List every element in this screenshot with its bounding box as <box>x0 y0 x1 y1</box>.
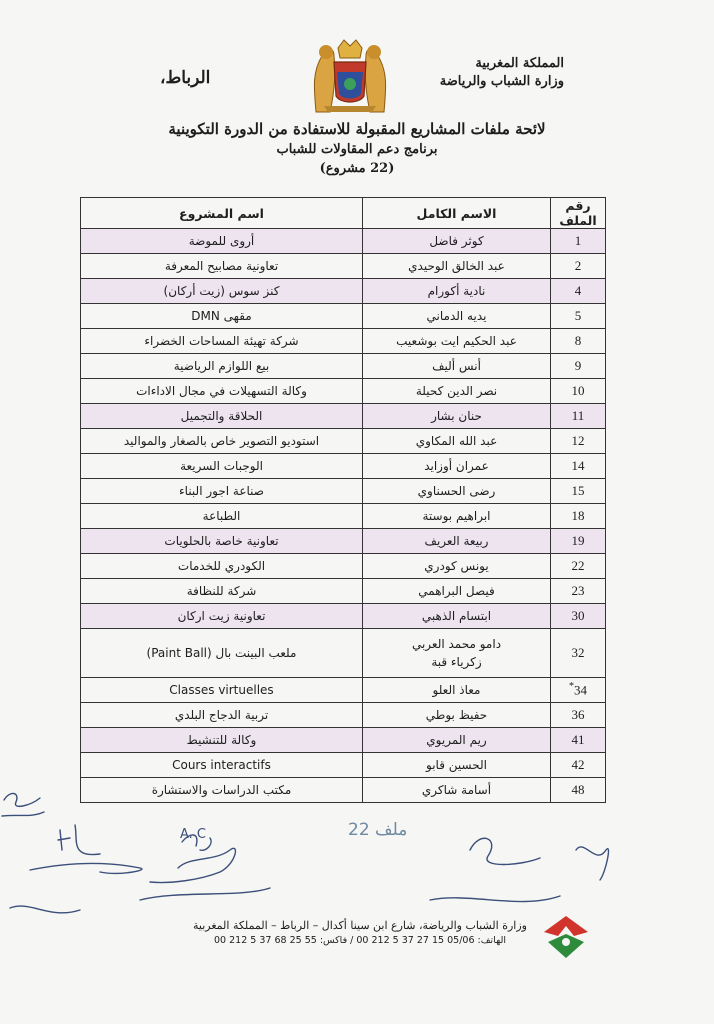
project-name-cell: تعاونية زيت اركان <box>81 604 363 629</box>
full-name-cell <box>363 554 551 579</box>
header-file-number: رقم الملف <box>551 198 606 229</box>
file-number-cell <box>551 629 606 678</box>
project-name-cell: شركة للنظافة <box>81 579 363 604</box>
file-number-cell <box>551 379 606 404</box>
file-number: 10 <box>571 383 585 398</box>
file-number: 19 <box>571 533 585 548</box>
project-name-cell: ملعب البينت بال (Paint Ball) <box>81 629 363 678</box>
signature-mark <box>2 812 44 816</box>
full-name: يونس كودري <box>424 559 489 573</box>
file-number: 4 <box>574 283 582 298</box>
full-name: عبد الله المكاوي <box>415 434 498 448</box>
table-row <box>81 279 606 304</box>
signature-mark <box>30 864 142 874</box>
file-number: 2 <box>574 258 582 273</box>
full-name-cell <box>363 229 551 254</box>
full-name-cell <box>363 504 551 529</box>
full-name: الحسين قابو <box>426 758 487 772</box>
table-row <box>81 229 606 254</box>
table-header-row <box>81 198 606 229</box>
file-number-cell <box>551 354 606 379</box>
project-name-cell: الوجبات السريعة <box>81 454 363 479</box>
title-line-2: برنامج دعم المقاولات للشباب <box>276 142 438 157</box>
project-name-cell: صناعة اجور البناء <box>81 479 363 504</box>
file-number: 8 <box>574 333 582 348</box>
full-name: عبد الحكيم ايت بوشعيب <box>396 334 517 348</box>
handwritten-annotation: ملف 22 <box>348 820 408 840</box>
file-number-cell <box>551 504 606 529</box>
full-name-cell <box>363 604 551 629</box>
file-number: 22 <box>571 558 585 573</box>
table-row <box>81 604 606 629</box>
ministry-name: وزارة الشباب والرياضة <box>439 74 564 89</box>
header-full-name: الاسم الكامل <box>363 198 551 229</box>
signature-mark <box>470 838 540 864</box>
file-number: 11 <box>571 408 585 423</box>
signature-mark <box>576 847 608 880</box>
project-name-cell: الحلاقة والتجميل <box>81 404 363 429</box>
project-name-cell: الطباعة <box>81 504 363 529</box>
full-name-cell <box>363 279 551 304</box>
city-label: الرباط، <box>160 68 211 88</box>
royal-emblem-icon <box>304 34 396 114</box>
table-row <box>81 304 606 329</box>
file-number: 1 <box>574 233 582 248</box>
project-name-cell: مقهى DMN <box>81 304 363 329</box>
full-name-cell <box>363 753 551 778</box>
project-name-cell: Classes virtuelles <box>81 678 363 703</box>
file-number: 32 <box>571 645 585 660</box>
full-name-cell <box>363 379 551 404</box>
project-name-cell: مكتب الدراسات والاستشارة <box>81 778 363 803</box>
full-name-cell <box>363 254 551 279</box>
full-name-cell <box>363 304 551 329</box>
file-number-cell <box>551 554 606 579</box>
file-number: 41 <box>571 732 585 747</box>
project-name-cell: تربية الدجاج البلدي <box>81 703 363 728</box>
file-number-cell <box>551 728 606 753</box>
full-name: ابراهيم بوستة <box>422 509 491 523</box>
full-name: كوثر فاضل <box>429 234 484 248</box>
signature-mark <box>10 906 80 913</box>
title-line-1: لائحة ملفات المشاريع المقبولة للاستفادة من الدورة التكوينية <box>168 120 546 138</box>
full-name-cell <box>363 529 551 554</box>
footer-contact <box>190 918 530 948</box>
file-number: 18 <box>571 508 585 523</box>
full-name: نصر الدين كحيلة <box>415 384 498 398</box>
table-row <box>81 579 606 604</box>
full-name: نادية أكورام <box>427 284 486 298</box>
table-row <box>81 728 606 753</box>
file-number: 9 <box>574 358 582 373</box>
file-number-cell <box>551 753 606 778</box>
kingdom-name: المملكة المغربية <box>475 56 564 71</box>
footer-address: وزارة الشباب والرياضة، شارع ابن سينا أكدال – الرباط – المملكة المغربية <box>193 919 527 932</box>
file-number-cell <box>551 529 606 554</box>
full-name-cell <box>363 354 551 379</box>
file-number: 23 <box>571 583 585 598</box>
full-name: حفيظ بوطي <box>425 708 488 722</box>
footer-phone: الهاتف: 05/06 15 27 37 5 212 00 / فاكس: 55 25 68 37 5 212 00 <box>213 935 507 946</box>
table-row <box>81 354 606 379</box>
project-name-cell: أروى للموضة <box>81 229 363 254</box>
project-name-cell: تعاونية مصابيح المعرفة <box>81 254 363 279</box>
project-name-cell: بيع اللوازم الرياضية <box>81 354 363 379</box>
file-number-cell <box>551 279 606 304</box>
signature-mark <box>140 888 270 900</box>
project-name-cell: استوديو التصوير خاص بالصغار والمواليد <box>81 429 363 454</box>
table-row <box>81 479 606 504</box>
file-number-cell <box>551 304 606 329</box>
project-name-cell: Cours interactifs <box>81 753 363 778</box>
asterisk-mark: * <box>569 681 574 693</box>
table-row <box>81 379 606 404</box>
document-titles <box>0 118 714 178</box>
full-name-cell <box>363 429 551 454</box>
table-row <box>81 529 606 554</box>
file-number-cell <box>551 329 606 354</box>
table-row <box>81 454 606 479</box>
table-row <box>81 504 606 529</box>
table-row <box>81 678 606 703</box>
table-body <box>81 229 606 803</box>
full-name-cell <box>363 579 551 604</box>
signature-mark <box>58 825 100 855</box>
project-name-cell: كنز سوس (زيت أركان) <box>81 279 363 304</box>
table-row <box>81 429 606 454</box>
full-name-cell <box>363 703 551 728</box>
table-row <box>81 753 606 778</box>
file-number: 5 <box>574 308 582 323</box>
file-number-cell <box>551 579 606 604</box>
signature-initials: A. C <box>180 827 207 842</box>
full-name: أسامة شاكري <box>421 783 492 797</box>
file-number-cell <box>551 479 606 504</box>
file-number-cell <box>551 229 606 254</box>
full-name-cell <box>363 404 551 429</box>
file-number-cell <box>551 454 606 479</box>
signature-mark <box>150 848 235 882</box>
ministry-logo-icon <box>540 912 592 962</box>
file-number: 42 <box>571 757 585 772</box>
table-row <box>81 254 606 279</box>
file-number: 30 <box>571 608 585 623</box>
full-name-cell <box>363 479 551 504</box>
table-row <box>81 404 606 429</box>
full-name: ابتسام الذهبي <box>421 609 492 623</box>
full-name: حنان بشار <box>431 409 482 423</box>
full-name: دامو محمد العربي <box>411 637 502 651</box>
full-name: يديه الدماني <box>426 309 487 323</box>
project-name-cell: تعاونية خاصة بالحلويات <box>81 529 363 554</box>
full-name-cell <box>363 629 551 678</box>
file-number: 36 <box>571 707 585 722</box>
file-number: 34 <box>574 682 587 698</box>
full-name-second: زكرياء قبة <box>431 655 482 669</box>
projects-table <box>80 197 606 803</box>
full-name-cell <box>363 329 551 354</box>
full-name: أنس أليف <box>432 359 481 373</box>
project-name-cell: الكودري للخدمات <box>81 554 363 579</box>
file-number-cell <box>551 703 606 728</box>
file-number: 15 <box>571 483 585 498</box>
full-name-cell <box>363 454 551 479</box>
table-row <box>81 329 606 354</box>
full-name-cell <box>363 678 551 703</box>
full-name: عمران أوزايد <box>424 459 489 473</box>
file-number-cell <box>551 604 606 629</box>
full-name: معاذ العلو <box>432 683 481 697</box>
file-number-cell <box>551 429 606 454</box>
full-name-cell <box>363 728 551 753</box>
signatures-area <box>0 780 714 940</box>
full-name: فيصل البراهمي <box>418 584 495 598</box>
letterhead-ministry <box>440 55 564 91</box>
signature-mark <box>430 896 560 902</box>
full-name: عبد الخالق الوحيدي <box>408 259 505 273</box>
file-number-cell <box>551 678 606 703</box>
table-row <box>81 554 606 579</box>
project-name-cell: شركة تهيئة المساحات الخضراء <box>81 329 363 354</box>
full-name: ربيعة العريف <box>424 534 489 548</box>
project-name-cell: وكالة للتنشيط <box>81 728 363 753</box>
file-number: 14 <box>571 458 585 473</box>
signature-mark <box>4 793 40 806</box>
full-name: رضى الحسناوي <box>417 484 496 498</box>
file-number: 12 <box>571 433 585 448</box>
file-number: 48 <box>571 782 585 797</box>
header-project-name: اسم المشروع <box>81 198 363 229</box>
table-row <box>81 629 606 678</box>
project-name-cell: وكالة التسهيلات في مجال الاداءات <box>81 379 363 404</box>
full-name: ريم المريوي <box>426 733 487 747</box>
title-line-3: (22 مشروع) <box>319 161 395 176</box>
file-number-cell <box>551 404 606 429</box>
file-number-cell <box>551 254 606 279</box>
table-row <box>81 703 606 728</box>
